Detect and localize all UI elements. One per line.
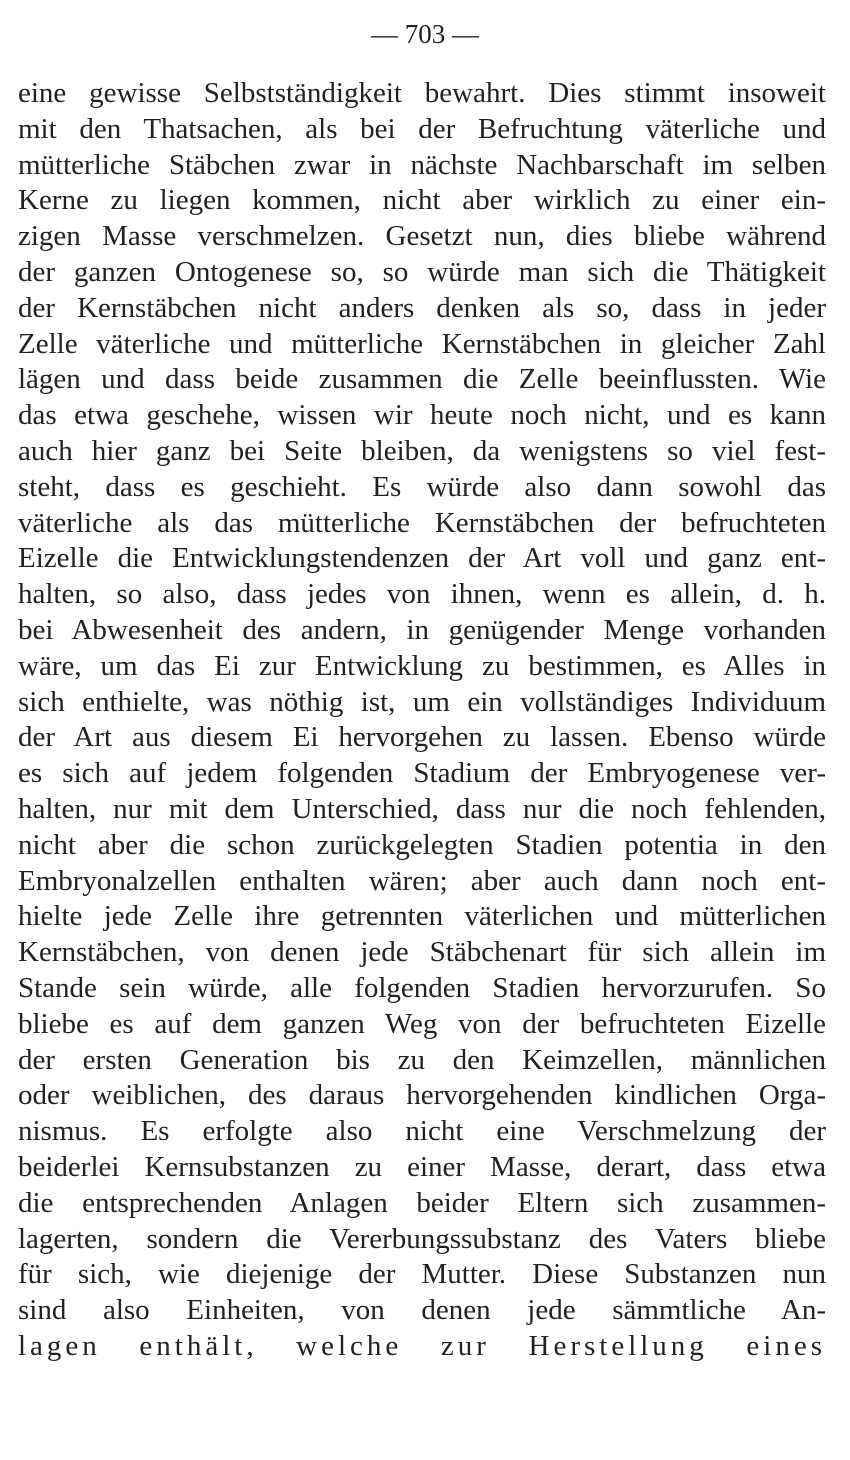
text-line: Eizelle die Entwicklungstendenzen der Art voll und ganz ent- [18,542,826,575]
text-line: sich enthielte, was nöthig ist, um ein vollständiges Individuum [18,685,826,718]
text-line: eine gewisse Selbstständigkeit bewahrt. Dies stimmt insoweit [18,77,826,109]
text-line: die entsprechenden Anlagen beider Eltern sich zusammen- [18,1186,826,1219]
body-text [18,76,826,1365]
text-line: der ersten Generation bis zu den Keimzellen, männlichen [18,1043,826,1076]
text-line: der ganzen Ontogenese so, so würde man sich die Thätigkeit [18,255,826,288]
text-line: der Kernstäbchen nicht anders denken als so, dass in jeder [18,291,826,324]
text-line: Kernstäbchen, von denen jede Stäbchenart für sich allein im [18,936,826,969]
page-number: — 703 — [371,19,479,49]
text-line: lagerten, sondern die Vererbungssubstanz des Vaters bliebe [18,1222,826,1255]
text-line: wäre, um das Ei zur Entwicklung zu bestimmen, es Alles in [18,649,826,682]
text-line: es sich auf jedem folgenden Stadium der Embryogenese ver- [18,757,826,790]
text-line: bei Abwesenheit des andern, in genügender Menge vorhanden [18,613,826,646]
text-line: steht, dass es geschieht. Es würde also dann sowohl das [18,470,826,503]
text-line: Embryonalzellen enthalten wären; aber auch dann noch ent- [18,864,826,897]
text-line: oder weiblichen, des daraus hervorgehenden kindlichen Orga- [18,1079,826,1112]
text-line: lagen enthält, welche zur Herstellung eines [18,1329,826,1362]
text-line: das etwa geschehe, wissen wir heute noch nicht, und es kann [18,399,826,432]
text-line: mütterliche Stäbchen zwar in nächste Nachbarschaft im selben [18,148,826,181]
text-line: halten, nur mit dem Unterschied, dass nur die noch fehlenden, [18,792,826,825]
text-line: sind also Einheiten, von denen jede sämmtliche An- [18,1294,826,1327]
text-line: Kerne zu liegen kommen, nicht aber wirklich zu einer ein- [18,184,826,217]
text-line: der Art aus diesem Ei hervorgehen zu lassen. Ebenso würde [18,721,826,754]
text-line: auch hier ganz bei Seite bleiben, da wenigstens so viel fest- [18,434,826,467]
text-line: Zelle väterliche und mütterliche Kernstäbchen in gleicher Zahl [18,327,826,360]
text-line: beiderlei Kernsubstanzen zu einer Masse, derart, dass etwa [18,1150,826,1183]
text-line: nicht aber die schon zurückgelegten Stadien potentia in den [18,828,826,861]
text-line: Stande sein würde, alle folgenden Stadien hervorzurufen. So [18,971,826,1004]
text-line: mit den Thatsachen, als bei der Befruchtung väterliche und [18,112,826,145]
text-line: halten, so also, dass jedes von ihnen, wenn es allein, d. h. [18,578,826,611]
text-line: lägen und dass beide zusammen die Zelle beeinflussten. Wie [18,363,826,396]
text-line: nismus. Es erfolgte also nicht eine Verschmelzung der [18,1115,826,1148]
text-line: väterliche als das mütterliche Kernstäbchen der befruchteten [18,506,826,539]
text-line: bliebe es auf dem ganzen Weg von der befruchteten Eizelle [18,1007,826,1040]
text-line: für sich, wie diejenige der Mutter. Diese Substanzen nun [18,1258,826,1291]
text-line: zigen Masse verschmelzen. Gesetzt nun, dies bliebe während [18,220,826,253]
text-line: hielte jede Zelle ihre getrennten väterlichen und mütterlichen [18,900,826,933]
